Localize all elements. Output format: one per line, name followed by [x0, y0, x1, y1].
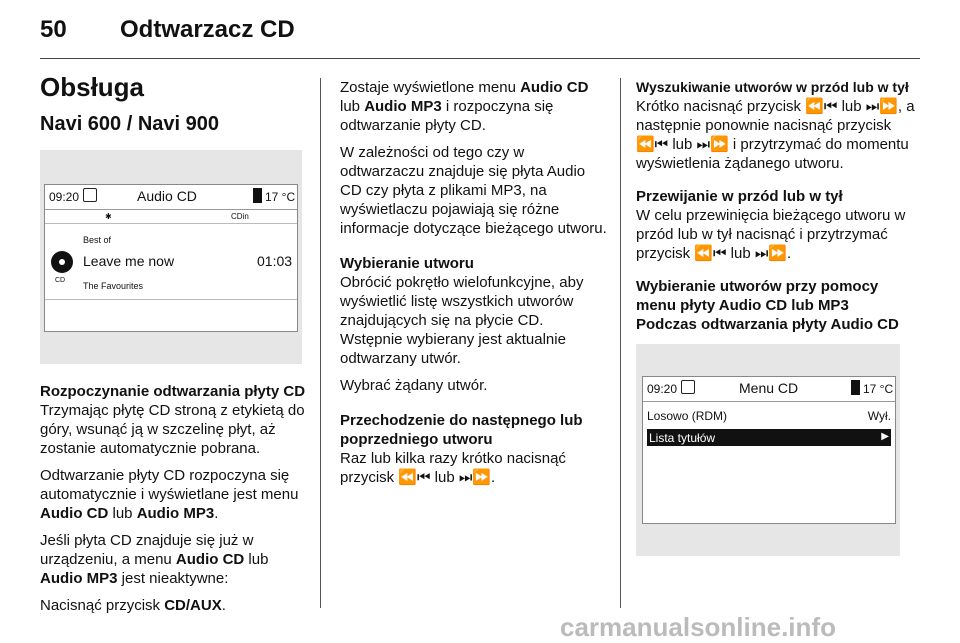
display-status-bar — [45, 185, 297, 210]
display-divider — [45, 299, 297, 300]
paragraph: Nacisnąć przycisk CD/AUX. — [40, 597, 226, 614]
column-1 — [40, 70, 308, 623]
watermark: carmanualsonline.info — [560, 612, 836, 642]
display-source: CDin — [231, 212, 249, 221]
cd-label: CD — [55, 277, 66, 284]
display-divider — [45, 223, 297, 224]
paragraph: Odtwarzanie płyty CD rozpoczyna się automatycznie i wyświetlane jest menu Audio CD lub Audio MP3. — [40, 467, 299, 522]
column-divider — [620, 78, 621, 608]
menu-item-track-list[interactable] — [647, 429, 891, 446]
heading-menu-select: Wybieranie utworów przy pomocy menu płyty Audio CD lub MP3 — [636, 278, 879, 314]
elapsed-time: 01:03 — [257, 253, 293, 269]
cd-icon — [51, 251, 73, 273]
display-title: Menu CD — [739, 380, 799, 396]
column-2 — [340, 78, 608, 495]
phone-icon — [851, 380, 860, 395]
column-3 — [636, 78, 916, 574]
audio-cd-screenshot — [40, 150, 302, 364]
menu-item-label: Losowo (RDM) — [647, 409, 728, 423]
display-title: Audio CD — [137, 188, 197, 204]
paragraph: Wybrać żądany utwór. — [340, 377, 488, 394]
heading-search: Wyszukiwanie utworów w przód lub w tył — [636, 79, 909, 95]
section-title: Obsługa — [40, 72, 145, 102]
menu-item-random[interactable] — [647, 409, 891, 425]
paragraph: Zostaje wyświetlone menu Audio CD lub Audio MP3 i rozpoczyna się odtwarzanie płyty CD. — [340, 79, 589, 134]
paragraph: Trzymając płytę CD stroną z etykietą do góry, wsunąć ją w szczelinę płyt, aż zostanie automatycznie pobrana. — [40, 402, 305, 457]
menu-cd-display — [642, 376, 896, 524]
display-time: 09:20 — [647, 382, 678, 396]
menu-item-value: Wył. — [867, 409, 891, 423]
column-divider — [320, 78, 321, 608]
bluetooth-icon: ✱ — [105, 212, 112, 221]
heading-start-cd: Rozpoczynanie odtwarzania płyty CD — [40, 383, 306, 400]
paragraph: W celu przewinięcia bieżącego utworu w przód lub w tył nacisnąć i przytrzymać przycisk ⏪⏮ lub ⏭⏩. — [636, 207, 906, 262]
chapter-title: Odtwarzacz CD — [120, 16, 295, 43]
menu-item-label: Lista tytułów — [649, 431, 716, 445]
menu-cd-screenshot — [636, 344, 900, 556]
phone-icon — [253, 188, 262, 203]
display-temp: 17 °C — [265, 190, 296, 204]
chevron-right-icon: ▶ — [881, 431, 889, 442]
display-status-bar — [643, 377, 895, 402]
subsection-title: Navi 600 / Navi 900 — [40, 113, 220, 135]
paragraph: W zależności od tego czy w odtwarzaczu znajduje się płyta Audio CD czy płyta z plikami MP3, na wyświetlaczu pojawiają się różne informacje dotyczące bieżącego utworu. — [340, 144, 607, 237]
page-number: 50 — [40, 16, 67, 43]
audio-cd-display — [44, 184, 298, 332]
paragraph: Obrócić pokrętło wielofunkcyjne, aby wyświetlić listę wszystkich utworów znajdujących się na płycie CD. Wstępnie wybierany jest aktualnie odtwarzany utwór. — [340, 274, 584, 367]
heading-during-playback: Podczas odtwarzania płyty Audio CD — [636, 316, 899, 333]
artist-name: The Favourites — [83, 281, 144, 291]
heading-rewind: Przewijanie w przód lub w tył — [636, 188, 843, 205]
heading-select-track: Wybieranie utworu — [340, 255, 474, 272]
display-temp: 17 °C — [863, 382, 894, 396]
page-header — [40, 16, 920, 60]
header-divider — [40, 58, 920, 59]
clock-icon — [681, 380, 695, 394]
paragraph: Raz lub kilka razy krótko nacisnąć przycisk ⏪⏮ lub ⏭⏩. — [340, 450, 566, 486]
track-name: Leave me now — [83, 253, 175, 269]
display-time: 09:20 — [49, 190, 80, 204]
heading-next-previous: Przechodzenie do następnego lub poprzedniego utworu — [340, 412, 583, 448]
album-name: Best of — [83, 235, 112, 245]
paragraph: Jeśli płyta CD znajduje się już w urządzeniu, a menu Audio CD lub Audio MP3 jest nieaktywne: — [40, 532, 269, 587]
paragraph: Krótko nacisnąć przycisk ⏪⏮ lub ⏭⏩, a następnie ponownie nacisnąć przycisk ⏪⏮ lub ⏭⏩ i przytrzymać do momentu wyświetlenia żądanego utworu. — [636, 98, 915, 172]
clock-icon — [83, 188, 97, 202]
